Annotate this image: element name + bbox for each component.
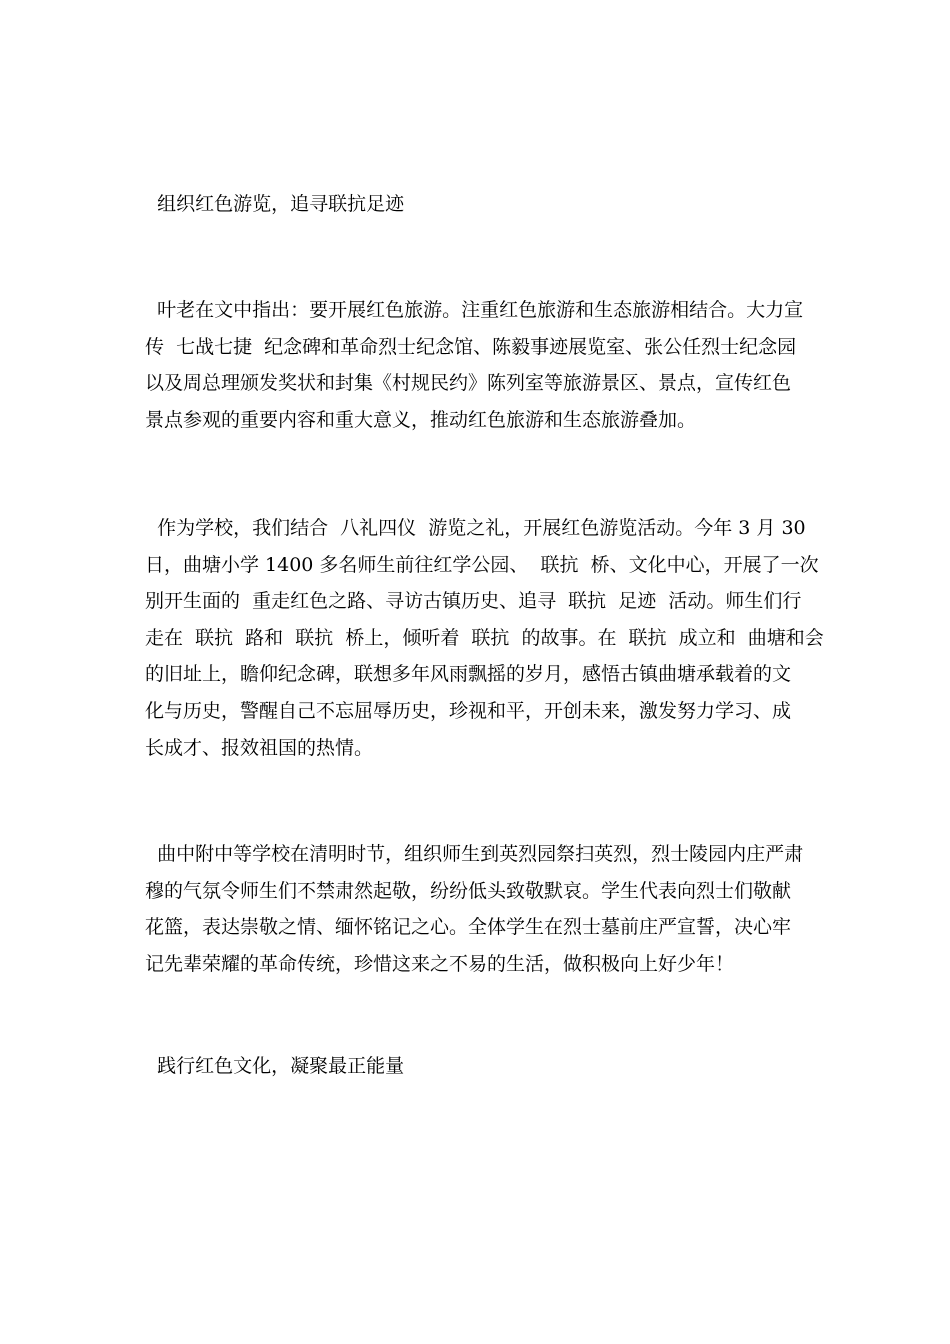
paragraph-line: 花篮，表达崇敬之情、缅怀铭记之心。全体学生在烈士墓前庄严宣誓，决心牢 — [145, 916, 792, 939]
paragraph-line: 作为学校，我们结合 八礼四仪 游览之礼，开展红色游览活动。今年 3 月 30 — [145, 517, 806, 539]
paragraph-line: 的旧址上，瞻仰纪念碑，联想多年风雨飘摇的岁月，感悟古镇曲塘承载着的文 — [145, 663, 792, 686]
paragraph-line: 化与历史，警醒自己不忘屈辱历史，珍视和平，开创未来，激发努力学习、成 — [145, 699, 792, 722]
paragraph-line: 别开生面的 重走红色之路、寻访古镇历史、追寻 联抗 足迹 活动。师生们行 — [145, 590, 802, 613]
paragraph-line: 走在 联抗 路和 联抗 桥上，倾听着 联抗 的故事。在 联抗 成立和 曲塘和会 — [145, 626, 824, 649]
paragraph-line: 日，曲塘小学 1400 多名师生前往红学公园、 联抗 桥、文化中心，开展了一次 — [145, 553, 819, 576]
section-heading-practice-culture: 践行红色文化，凝聚最正能量 — [145, 1055, 405, 1077]
paragraph-line: 记先辈荣耀的革命传统，珍惜这来之不易的生活，做积极向上好少年！ — [145, 952, 735, 975]
paragraph-line: 叶老在文中指出：要开展红色旅游。注重红色旅游和生态旅游相结合。大力宣 — [145, 299, 804, 321]
section-heading-organize-tour: 组织红色游览，追寻联抗足迹 — [145, 193, 405, 215]
paragraph-school-activity — [145, 510, 824, 766]
paragraph-line: 以及周总理颁发奖状和封集《村规民约》陈列室等旅游景区、景点，宣传红色 — [145, 372, 792, 395]
paragraph-red-tourism — [145, 292, 815, 438]
paragraph-line: 穆的气氛令师生们不禁肃然起敬，纷纷低头致敬默哀。学生代表向烈士们敬献 — [145, 879, 792, 902]
paragraph-line: 长成才、报效祖国的热情。 — [145, 736, 374, 759]
paragraph-line: 景点参观的重要内容和重大意义，推动红色旅游和生态旅游叠加。 — [145, 408, 697, 431]
paragraph-line: 曲中附中等学校在清明时节，组织师生到英烈园祭扫英烈，烈士陵园内庄严肃 — [145, 843, 804, 865]
paragraph-line: 传 七战七捷 纪念碑和革命烈士纪念馆、陈毅事迹展览室、张公任烈士纪念园 — [145, 335, 797, 358]
paragraph-qingming-tribute — [145, 836, 815, 982]
